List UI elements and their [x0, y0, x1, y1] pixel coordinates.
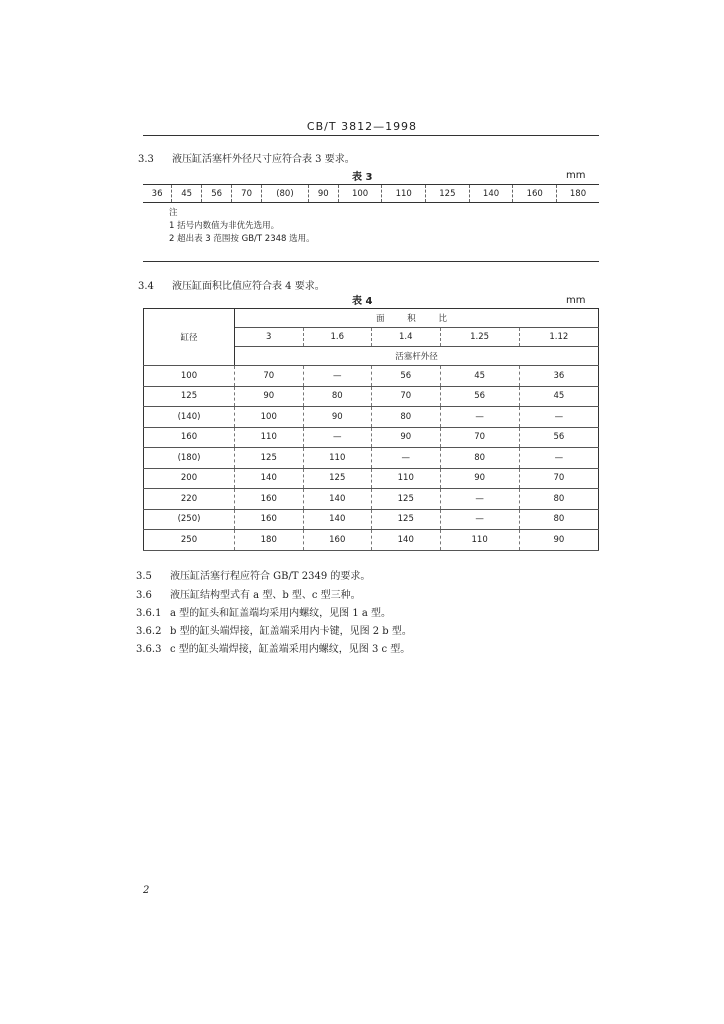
table-cell: 100 [235, 407, 304, 428]
table-cell: 125 [372, 509, 441, 530]
ratio-cell: 1.12 [519, 328, 598, 347]
table-cell: 70 [519, 468, 598, 489]
table-cell: 36 [143, 185, 172, 203]
table-cell: 125 [372, 489, 441, 510]
table-cell: 90 [308, 185, 338, 203]
rod-header: 活塞杆外径 [235, 347, 599, 366]
table-cell: 90 [440, 468, 519, 489]
section-text: 液压缸结构型式有 a 型、b 型、c 型三种。 [170, 590, 361, 601]
table-4 [143, 308, 599, 551]
section-3-4 [138, 277, 325, 292]
section-number: 3.3 [138, 154, 154, 165]
table3-notes-row [143, 203, 599, 262]
table-row [144, 468, 599, 489]
table-cell: (80) [262, 185, 309, 203]
table-cell: 140 [303, 509, 372, 530]
section-text: 液压缸面积比值应符合表 4 要求。 [172, 281, 325, 292]
page-header: CB/T 3812—1998 [306, 120, 418, 133]
table-cell: 90 [372, 427, 441, 448]
table4-caption: 表 4 [352, 296, 373, 307]
table-3 [143, 184, 599, 262]
note-2: 2 超出表 3 范围按 GB/T 2348 选用。 [169, 234, 315, 244]
table-row [144, 366, 599, 387]
ratio-cell: 1.4 [372, 328, 441, 347]
section-3-6-1 [136, 604, 391, 619]
section-3-3 [138, 150, 355, 165]
section-3-5 [136, 567, 370, 582]
table-row [144, 509, 599, 530]
table4-unit: mm [566, 295, 586, 306]
table-cell: 70 [440, 427, 519, 448]
table-cell: 110 [382, 185, 426, 203]
table-cell: — [303, 366, 372, 387]
table3-unit: mm [566, 170, 586, 181]
table-cell: 140 [235, 468, 304, 489]
ratio-header: 面 积 比 [235, 309, 599, 328]
table-cell: — [519, 407, 598, 428]
table3-values-row [143, 185, 599, 203]
table-cell: 110 [440, 530, 519, 551]
table-cell: 70 [232, 185, 262, 203]
section-number: 3.6.2 [136, 626, 162, 637]
section-number: 3.6.3 [136, 644, 162, 655]
table-cell: 45 [519, 386, 598, 407]
table-cell: 70 [372, 386, 441, 407]
bore-cell: 160 [144, 427, 235, 448]
header-rule [143, 135, 599, 136]
section-3-6-3 [136, 640, 410, 655]
table-cell: 56 [519, 427, 598, 448]
page-number: 2 [143, 885, 150, 896]
table-cell: — [519, 448, 598, 469]
ratio-cell: 1.25 [440, 328, 519, 347]
table-cell: 180 [569, 188, 587, 199]
table-cell: 125 [426, 185, 470, 203]
section-text: 液压缸活塞杆外径尺寸应符合表 3 要求。 [172, 154, 355, 165]
table-cell: 160 [303, 530, 372, 551]
table-cell: 160 [513, 185, 557, 203]
section-text: a 型的缸头和缸盖端均采用内螺纹，见图 1 a 型。 [170, 608, 392, 619]
table-cell: 36 [519, 366, 598, 387]
table-cell: 56 [440, 386, 519, 407]
table-cell: 80 [372, 407, 441, 428]
ratio-cell: 1.6 [303, 328, 372, 347]
table-cell: — [440, 489, 519, 510]
table-cell: — [440, 509, 519, 530]
section-3-6 [136, 586, 361, 601]
table-row [144, 386, 599, 407]
note-1: 1 括号内数值为非优先选用。 [169, 221, 280, 231]
section-3-6-2 [136, 622, 412, 637]
bore-cell: 100 [144, 366, 235, 387]
table-cell: 90 [519, 530, 598, 551]
table-cell: 56 [372, 366, 441, 387]
bore-header: 缸径 [144, 309, 235, 366]
table-cell: 70 [235, 366, 304, 387]
bore-cell: (140) [144, 407, 235, 428]
table-row [144, 448, 599, 469]
section-text: 液压缸活塞行程应符合 GB/T 2349 的要求。 [170, 571, 371, 582]
table-cell: 80 [440, 448, 519, 469]
section-text: b 型的缸头端焊接，缸盖端采用内卡键，见图 2 b 型。 [170, 626, 412, 637]
note-title: 注 [169, 208, 178, 218]
table-cell: 160 [235, 509, 304, 530]
table-cell: 125 [235, 448, 304, 469]
table-cell: 45 [172, 185, 202, 203]
bore-cell: 250 [144, 530, 235, 551]
table-cell: 45 [440, 366, 519, 387]
table-cell: 80 [303, 386, 372, 407]
section-number: 3.6 [136, 590, 152, 601]
table-cell: 56 [202, 185, 232, 203]
table-row [144, 427, 599, 448]
bore-cell: (180) [144, 448, 235, 469]
table-row [144, 489, 599, 510]
table-cell: 140 [469, 185, 513, 203]
ratio-cell: 3 [235, 328, 304, 347]
table-cell: 90 [303, 407, 372, 428]
table-cell: 160 [235, 489, 304, 510]
table3-caption: 表 3 [352, 172, 373, 183]
bore-cell: 200 [144, 468, 235, 489]
table-cell: — [303, 427, 372, 448]
table-cell: 80 [519, 509, 598, 530]
bore-cell: 125 [144, 386, 235, 407]
table-cell: 140 [303, 489, 372, 510]
table-cell: 110 [372, 468, 441, 489]
section-number: 3.6.1 [136, 608, 162, 619]
table-cell: 180 [235, 530, 304, 551]
table-cell: 110 [303, 448, 372, 469]
section-number: 3.5 [136, 571, 152, 582]
table-row [144, 530, 599, 551]
bore-cell: 220 [144, 489, 235, 510]
section-number: 3.4 [138, 281, 154, 292]
table-cell: 125 [303, 468, 372, 489]
table3-notes [143, 203, 599, 262]
bore-cell: (250) [144, 509, 235, 530]
table4-header-row [144, 309, 599, 328]
section-text: c 型的缸头端焊接，缸盖端采用内螺纹，见图 3 c 型。 [170, 644, 411, 655]
table-cell: 80 [519, 489, 598, 510]
table-cell: — [372, 448, 441, 469]
table-cell: — [440, 407, 519, 428]
table-cell: 90 [235, 386, 304, 407]
table-cell: 100 [338, 185, 382, 203]
table-cell: 110 [235, 427, 304, 448]
table-row [144, 407, 599, 428]
table-cell: 140 [372, 530, 441, 551]
